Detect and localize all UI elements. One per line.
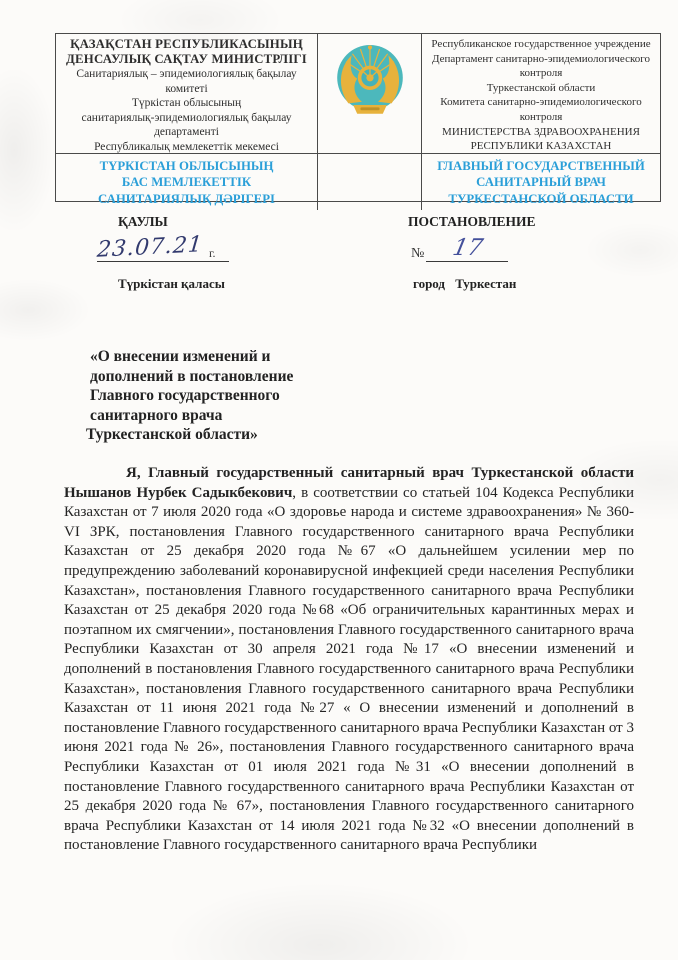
org-line: МИНИСТЕРСТВА ЗДРАВООХРАНЕНИЯ xyxy=(442,125,640,138)
date-suffix-label: г. xyxy=(208,246,216,260)
org-name-kazakh xyxy=(56,34,318,154)
decree-body-text: , в соответствии со статьей 104 Кодекса Республики Казахстан от 7 июля 2020 года «О здоровье народа и системе здравоохранения» № 360-VI ЗРК, постановления Главного государственного санитарного врача Республики Казахстан от 25 декабря 2020 года №67 «О дальнейшем усилении мер по предупреждению заболеваний коронавирусной инфекцией среди населения Республики Казахстан», постановления Главного государственного санитарного врача Республики Казахстан от 25 декабря 2020 года №68 «Об ограничительных карантинных мерах и поэтапном их смягчении», постановления Главного государственного санитарного врача Республики Казахстан от 30 апреля 2021 года №17 «О внесении изменений и дополнений в постановления Главного государственного санитарного врача Республики Казахстан», постановления Главного государственного санитарного врача Республики Казахстан от 11 июня 2021 года №27 « О внесении изменений и дополнений в постановление Главного государственного санитарного врача Республики Казахстан от 3 июня 2021 года № 26», постановления Главного государственного санитарного врача Республики Казахстан от 01 июля 2021 года №31 «О внесении дополнений в постановление Главного государственного санитарного врача Республики Казахстан от 25 декабря 2020 года № 67», постановления Главного государственного санитарного врача Республики Казахстан от 14 июля 2021 года №32 «О внесении дополнений в постановление Главного государственного санитарного врача Республики xyxy=(64,484,634,854)
signer-name-bold: Я, Главный государственный санитарный врач Туркестанской области Нышанов Нурбек Садыкбекович xyxy=(64,465,634,501)
kazakhstan-state-emblem-icon xyxy=(330,39,410,123)
org-line: ҚАЗАҚСТАН РЕСПУБЛИКАСЫНЫҢ xyxy=(70,37,303,51)
doc-type-kazakh: ҚАУЛЫ xyxy=(118,214,168,229)
handwritten-date: 23.07.21 xyxy=(96,232,205,263)
doc-type-russian: ПОСТАНОВЛЕНИЕ xyxy=(408,214,536,229)
issuer-title-line: ТҮРКІСТАН ОБЛЫСЫНЫҢ xyxy=(99,159,274,173)
org-line: Республикалық мемлекеттік мекемесі xyxy=(94,140,279,153)
decree-body-paragraph xyxy=(64,464,634,856)
org-line: контроля xyxy=(519,110,563,123)
empty-cell xyxy=(318,154,422,210)
org-line: Республиканское государственное учреждение xyxy=(431,38,651,50)
org-line: ДЕНСАУЛЫҚ САҚТАУ МИНИСТРЛІГІ xyxy=(66,52,307,66)
org-line: комитеті xyxy=(165,82,208,95)
org-line: Комитета санитарно-эпидемиологического xyxy=(440,96,642,109)
org-line: департаменті xyxy=(154,126,219,139)
issuer-title-line: БАС МЕМЛЕКЕТТІК xyxy=(121,175,252,190)
issuer-title-kazakh xyxy=(56,154,318,210)
document-title xyxy=(86,347,370,445)
city-russian: город Туркестан xyxy=(413,276,517,291)
title-line: дополнений в постановление xyxy=(90,367,294,385)
org-line: Түркістан облысының xyxy=(131,97,242,110)
issuer-title-russian xyxy=(422,154,660,210)
emblem-cell xyxy=(318,34,422,154)
org-line: санитариялық-эпидемиологиялық бақылау xyxy=(81,111,292,124)
org-line: контроля xyxy=(519,67,563,80)
number-underline xyxy=(426,236,508,262)
issuer-title-line: ГЛАВНЫЙ ГОСУДАРСТВЕННЫЙ xyxy=(437,159,645,173)
title-line: «О внесении изменений и xyxy=(90,348,271,365)
letterhead-table xyxy=(55,33,661,206)
handwritten-number: 17 xyxy=(450,235,485,261)
org-line: РЕСПУБЛИКИ КАЗАХСТАН xyxy=(470,140,612,153)
org-name-russian xyxy=(422,34,660,154)
title-line: Туркестанской области» xyxy=(86,426,258,443)
org-line: Департамент санитарно-эпидемиологического xyxy=(432,52,650,65)
title-line: Главного государственного xyxy=(90,387,280,404)
org-line: Санитариялық – эпидемиологиялық бақылау xyxy=(76,68,297,80)
issuer-title-line: ТУРКЕСТАНСКОЙ ОБЛАСТИ xyxy=(448,191,634,206)
date-field xyxy=(97,233,229,262)
title-line: санитарного врача xyxy=(90,406,223,424)
org-line: Туркестанской области xyxy=(486,81,596,94)
issuer-title-line: САНИТАРИЯЛЫҚ ДӘРІГЕРІ xyxy=(97,191,275,206)
city-kazakh: Түркістан қаласы xyxy=(118,276,225,291)
number-field xyxy=(411,236,508,262)
issuer-title-line: САНИТАРНЫЙ ВРАЧ xyxy=(476,175,606,190)
number-sign-label: № xyxy=(411,246,425,261)
